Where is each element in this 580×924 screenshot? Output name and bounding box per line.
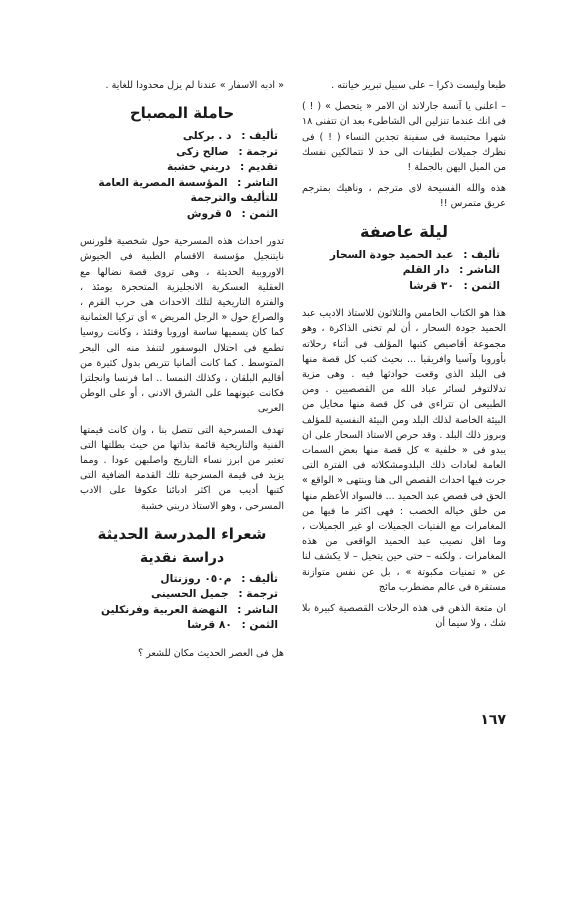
credit-value: المؤسسة المصرية العامة للتأليف والترجمة (98, 176, 278, 205)
credit-key: تأليف (471, 248, 500, 261)
review-paragraph: تهدف المسرحية التى تتصل بنا ، وان كانت قيمتها الفنية والتاريخية قائمة بذاتها من حيث بطلتها التى تعتبر من ابرز نساء التاريخ واصلبهن عودا . ومما يزيد فى قيمة المسرحية تلك القدمة الضافية التى كتبها أديب من اكثر ادبائنا عكوفا على الادب المسرحى ، وهو الاستاذ دريني خشبة (80, 424, 284, 512)
credit-value: دار القلم (402, 264, 450, 277)
credit-value: عبد الحميد جودة السحار (329, 248, 454, 261)
credit-value: ٥ قروش (186, 207, 232, 220)
book-credits (80, 572, 284, 634)
book-title: شعراء المدرسة الحديثة (97, 524, 267, 543)
intro-paragraph: « ادبه الاسفار » عندنا لم يزل محدودا للغاية . (105, 80, 284, 91)
credit-line: الناشر : دار القلم (402, 264, 500, 277)
review-paragraph: هل فى العصر الحديث مكان للشعر ؟ (137, 647, 284, 659)
credit-line: الثمن : ٣٠ قرشا (409, 279, 500, 292)
review-paragraph: تدور احداث هذه المسرحية حول شخصية فلورنس نايتنجيل مؤسسة الاقسام الطبية فى الجيوش الاوروبية الحديثة ، وهى تروى قصة نضالها مع العقلية العسكرية الانجليزية المتحجرة يومئذ ، والفترة التاريخية لتلك الاحداث هى حرب القرم ، والصراع حول « الرجل المريض » أى تركيا العثمانية كما كان يسميها ساسة اوروبا وقتئذ ، وكانت روسيا تطمع فى احتلال البوسفور لتنفذ منه الى البحر المتوسط . كما كانت ألمانيا تتربص بدول كثيرة من أقاليم البلقان ، وكذلك النمسا .. اما فرنسا وانجلترا فكانت عيونهما على الشرق الادنى ، أو على الوطن العربى (80, 236, 284, 415)
credit-key: ترجمة (246, 145, 278, 158)
review-paragraph: هذا هو الكتاب الخامس والثلاثون للاستاذ الاديب عبد الحميد جودة السحار ، أن لم تخنى الذاكرة ، وهو مجموعة أقاصيص كتبها المؤلف فى أثناء رحلاته بأوروبا وآسيا وافريقيا ... بحيث كتب كل قصة منها فى البلد الذى وقعت حوادثها فيه . وهى مزية تدلالتوفر لسائر عباد الله من القصصيين . ومن الطبيعى ان تتراءى فى كل قصة منها مخايل من البيئة الخاصة لذلك البلد ومن البيئة النفسية للمؤلف وبروز ذلك البلد . وقد حرص الاستاذ السحار على ان يبدو فى « خلفية » كل قصة منها بعض السمات العامة لعادات ذلك البلدومشكلاته فى الفترة التى جرت فيها احداث القصص الى هنا وينتهى « الواقع » الحق فى قصص عبد الحميد ... فالسواد الأعظم منها من خلق خياله الخصب : فهى اكثر ما فيها من المغامرات مع الفتيات الجميلات او غير الجميلات ، وما اقل نصيب عبد الحميد الواقعى من هذه المغامرات . ولكنه – حتى حين يتخيل – لا يكشف لنا عن « تمنيات مكبوتة » ، بل عن نفس متوازنة مستقرة فى عالم مضطرب مائج (302, 308, 506, 593)
credit-key: ترجمة (246, 588, 278, 601)
credit-line: تقديم : دريني خشبة (166, 161, 278, 174)
credit-key: الناشر (467, 264, 500, 277)
book-subtitle: دراسة نقدية (139, 549, 225, 566)
right-column (302, 78, 506, 718)
credit-line: ترجمة : صالح زكى (176, 145, 278, 158)
book-credits (80, 129, 284, 222)
intro-paragraph: هذه والله الفسيحة لاى مترجم ، وناهيك بمترجم عريق متمرس !! (302, 183, 506, 210)
credit-key: الناشر (245, 603, 278, 616)
two-column-layout (80, 78, 506, 718)
credit-key: الثمن (249, 619, 278, 632)
intro-paragraph: طبعا وليست ذكرا – على سبيل تبرير خيانته . (331, 80, 506, 91)
review-paragraph: ان متعة الذهن فى هذه الرحلات القصصية كبيرة بلا شك ، ولا سيما أن (302, 602, 506, 630)
credit-key: الناشر (245, 176, 278, 189)
credit-line: ترجمة : جميل الحسينى (151, 588, 278, 601)
left-column (80, 78, 284, 718)
book-title: حاملة المصباح (129, 104, 235, 123)
credit-value: م٠٥٠ روزنتال (160, 572, 232, 585)
credit-key: تأليف (249, 572, 278, 585)
credit-key: الثمن (471, 279, 500, 292)
credit-key: تأليف (249, 130, 278, 143)
book-credits (302, 248, 506, 295)
credit-value: دريني خشبة (166, 161, 231, 174)
credit-value: جميل الحسينى (151, 588, 229, 601)
credit-key: تقديم (247, 161, 278, 174)
credit-value: ٣٠ قرشا (409, 279, 454, 292)
credit-value: النهضة العربية وفرنكلين (100, 603, 228, 616)
credit-line: الثمن : ٨٠ قرشا (187, 619, 278, 632)
book-title: ليلة عاصفة (360, 221, 448, 241)
credit-line: تأليف : م٠٥٠ روزنتال (160, 572, 278, 585)
credit-key: الثمن (249, 207, 278, 220)
intro-paragraph: – اعلنى يا آنسة جارلاند ان الامر « يتحصل » ( ! ) فى انك عندما تنزلين الى الشاطىء بعد ان تتفنى ١٨ شهرا محتبسة فى سفينة تجدين النساء ( ! ) فى نظرك جميلات لطيفات الى حد لا تتمالكين نفسك من الميل اليهن بالجملة ! (302, 101, 506, 174)
credit-line: الناشر : المؤسسة المصرية العامة للتأليف والترجمة (98, 176, 278, 205)
credit-value: صالح زكى (176, 145, 229, 158)
credit-line: تأليف : د . بركلى (182, 130, 278, 143)
page-number: ١٦٧ (480, 712, 506, 728)
credit-value: د . بركلى (182, 130, 232, 143)
credit-value: ٨٠ قرشا (187, 619, 232, 632)
credit-line: تأليف : عبد الحميد جودة السحار (329, 248, 500, 261)
credit-line: الناشر : النهضة العربية وفرنكلين (100, 603, 278, 616)
credit-line: الثمن : ٥ قروش (186, 207, 278, 220)
